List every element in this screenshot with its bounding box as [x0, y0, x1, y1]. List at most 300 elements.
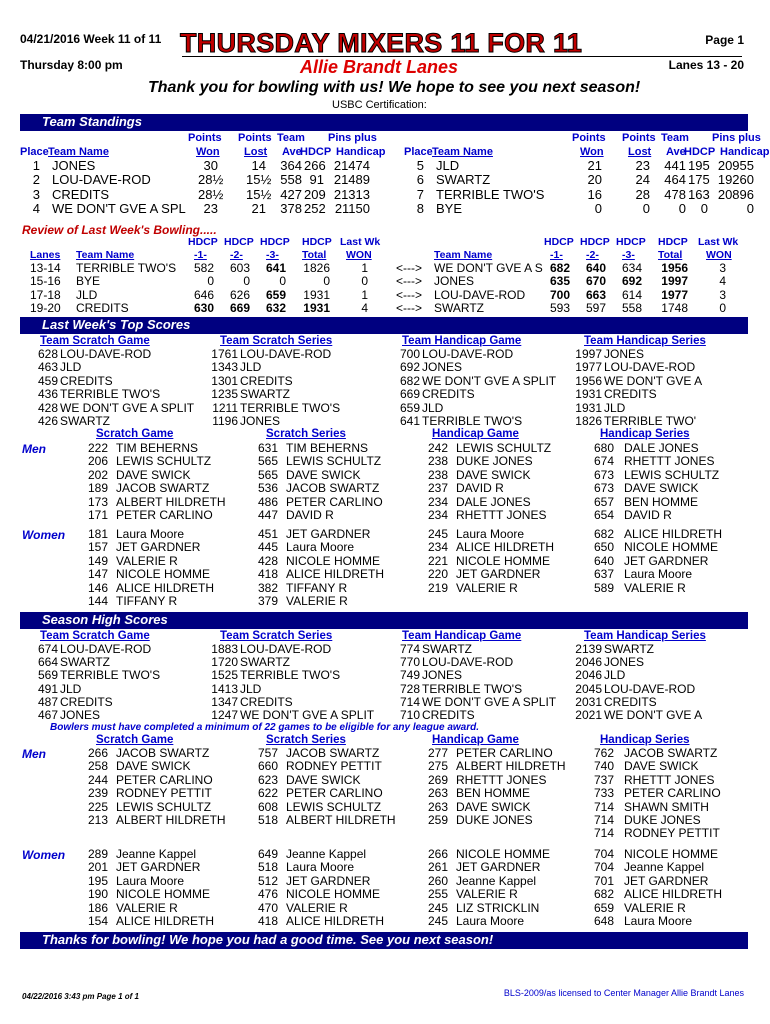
review-cell: 13-14 [30, 261, 61, 275]
review-cell: 1977 [661, 287, 688, 302]
men-score-name: PETER CARLINO [286, 494, 383, 509]
women-score-value: 146 [87, 580, 108, 595]
women-score-value: 637 [593, 567, 614, 582]
standing-pins: 19260 [717, 172, 754, 188]
women-score-value: 266 [427, 847, 448, 861]
review-header: Last Wk [698, 236, 739, 248]
women-score-name: Jeanne Kappel [624, 860, 705, 875]
men-score-name: JACOB SWARTZ [624, 746, 718, 760]
standing-place: 4 [32, 201, 40, 217]
review-cell: 663 [585, 287, 606, 302]
women-score-value: 195 [87, 873, 108, 888]
team-score-name: JONES [422, 360, 463, 375]
women-score-value: 382 [257, 580, 278, 595]
team-score-name: WE DON'T GVE A SPLIT [60, 400, 195, 415]
season-high-scores-bar: Season High Scores [20, 612, 748, 629]
team-score-value: 659 [399, 400, 420, 415]
review-cell: BYE [76, 274, 101, 289]
men-score-value: 608 [257, 799, 278, 814]
men-score-value: 269 [427, 772, 448, 787]
team-score-name: JLD [240, 681, 262, 696]
standing-place: 6 [416, 172, 424, 188]
men-score-name: PETER CARLINO [286, 786, 383, 801]
league-day-time: Thursday 8:00 pm [20, 58, 123, 72]
women-score-name: VALERIE R [116, 900, 178, 915]
women-score-name: VALERIE R [456, 580, 518, 595]
team-score-name: TERRIBLE TWO'S [60, 668, 161, 683]
women-score-name: JET GARDNER [456, 860, 541, 875]
men-score-name: ALBERT HILDRETH [286, 813, 396, 827]
women-score-value: 418 [257, 914, 278, 928]
women-score-value: 650 [593, 540, 614, 555]
review-cell: CREDITS [76, 301, 129, 316]
team-score-name: SWARTZ [604, 642, 654, 656]
review-cell: 558 [621, 301, 642, 316]
standings-header: Ave [282, 146, 302, 158]
standings-header: Lost [244, 146, 268, 158]
standings-header: Lost [628, 146, 652, 158]
women-score-name: NICOLE HOMME [116, 567, 211, 582]
standing-name: WE DON'T GVE A SPL [52, 201, 186, 217]
women-score-value: 659 [593, 900, 614, 915]
men-score-name: RODNEY PETTIT [116, 786, 212, 801]
team-score-heading: Team Scratch Series [220, 335, 333, 347]
standing-lost: 21 [251, 201, 266, 217]
standing-lost: 28 [635, 186, 650, 202]
team-score-value: 467 [37, 708, 58, 722]
women-score-name: NICOLE HOMME [116, 887, 211, 902]
men-score-value: 189 [87, 481, 108, 496]
review-cell: 1997 [661, 274, 688, 289]
men-score-name: DAVID R [624, 508, 672, 522]
women-score-value: 245 [427, 914, 448, 928]
men-score-value: 266 [87, 746, 108, 760]
standings-header: Team [661, 132, 689, 144]
team-score-name: TERRIBLE TWO'S [422, 681, 523, 696]
team-score-name: JONES [60, 708, 101, 722]
women-score-name: Laura Moore [116, 527, 185, 541]
men-score-name: LEWIS SCHULTZ [456, 441, 552, 455]
women-score-value: 201 [87, 860, 108, 875]
title-rule [182, 56, 742, 57]
team-score-value: 2139 [575, 642, 602, 656]
standing-ave: 364 [280, 158, 302, 173]
women-score-value: 190 [87, 887, 108, 902]
individual-score-heading: Handicap Game [432, 734, 519, 746]
standings-header: HDCP [684, 146, 716, 158]
men-score-name: LEWIS SCHULTZ [286, 799, 382, 814]
men-score-name: LEWIS SCHULTZ [116, 799, 212, 814]
review-cell: JONES [434, 274, 475, 289]
team-score-name: TERRIBLE TWO'S [60, 387, 161, 402]
team-score-value: 700 [399, 347, 420, 361]
individual-score-heading: Scratch Game [96, 428, 174, 440]
team-score-heading: Team Scratch Series [220, 630, 333, 642]
lanes-range: Lanes 13 - 20 [668, 58, 744, 72]
team-score-name: JONES [604, 347, 645, 361]
review-header: HDCP [658, 236, 688, 248]
review-cell: 593 [549, 301, 570, 316]
team-score-name: TERRIBLE TWO'S [240, 400, 341, 415]
men-score-value: 660 [257, 759, 278, 774]
women-score-value: 470 [257, 900, 278, 915]
eligibility-note: Bowlers must have completed a minimum of 22 games to be eligible for any league award. [50, 722, 480, 733]
standings-header: Pins plus [328, 132, 377, 144]
review-header: HDCP [260, 236, 290, 248]
team-score-name: SWARTZ [422, 642, 472, 656]
standing-lost: 24 [635, 172, 650, 188]
women-score-value: 701 [593, 873, 614, 888]
team-score-value: 1347 [211, 694, 238, 709]
team-score-value: 674 [37, 642, 58, 656]
league-title: THURSDAY MIXERS 11 FOR 11 [180, 28, 583, 58]
women-score-name: ALICE HILDRETH [624, 527, 723, 541]
thanks-message: Thank you for bowling with us! We hope to see you next season! [148, 79, 641, 96]
standing-pins: 20955 [717, 158, 754, 173]
individual-score-heading: Scratch Series [266, 428, 346, 440]
team-score-value: 1931 [575, 387, 602, 402]
men-score-name: JACOB SWARTZ [286, 481, 380, 496]
standing-name: SWARTZ [436, 172, 491, 188]
standing-ave: 441 [664, 158, 686, 173]
team-score-name: CREDITS [60, 373, 113, 388]
women-score-name: Laura Moore [624, 914, 693, 928]
men-score-value: 238 [427, 467, 448, 482]
review-cell: 1748 [661, 301, 688, 316]
men-score-name: DALE JONES [456, 494, 531, 509]
women-score-name: JET GARDNER [624, 553, 709, 568]
women-score-value: 648 [593, 914, 614, 928]
women-score-name: Laura Moore [116, 873, 185, 888]
center-name: Allie Brandt Lanes [300, 57, 459, 77]
review-cell: 0 [207, 274, 214, 289]
review-cell: 4 [361, 301, 368, 316]
team-score-value: 487 [37, 694, 58, 709]
women-score-name: NICOLE HOMME [456, 847, 551, 861]
standing-name: JONES [52, 158, 96, 173]
team-score-name: LOU-DAVE-ROD [240, 347, 332, 361]
standing-hdcp: 91 [309, 172, 324, 188]
review-cell: 15-16 [30, 274, 61, 289]
men-score-name: PETER CARLINO [116, 508, 213, 522]
team-score-value: 1196 [212, 414, 238, 428]
review-header: -3- [622, 249, 635, 261]
men-score-value: 213 [87, 813, 108, 827]
team-score-name: CREDITS [240, 373, 293, 388]
women-score-value: 255 [427, 887, 448, 902]
standing-hdcp: 209 [304, 186, 326, 202]
team-score-name: JLD [604, 668, 626, 683]
men-score-value: 757 [257, 746, 278, 760]
women-label: Women [22, 848, 66, 862]
men-score-value: 762 [593, 746, 614, 760]
men-score-name: RHETTT JONES [456, 772, 547, 787]
men-score-name: PETER CARLINO [456, 746, 553, 760]
men-score-name: DAVE SWICK [624, 481, 699, 496]
women-score-name: NICOLE HOMME [286, 887, 381, 902]
team-score-heading: Team Handicap Game [402, 335, 522, 347]
individual-score-heading: Scratch Game [96, 734, 174, 746]
men-score-value: 277 [427, 746, 448, 760]
review-cell: 0 [719, 301, 726, 316]
standings-header: Team [277, 132, 305, 144]
review-cell: <---> [396, 287, 423, 302]
team-score-name: JLD [60, 360, 82, 375]
review-header: Team Name [434, 249, 493, 261]
team-score-value: 2045 [575, 681, 602, 696]
standings-header: Won [196, 146, 220, 158]
men-score-value: 244 [87, 772, 108, 787]
review-header: -1- [194, 249, 207, 261]
women-score-name: ALICE HILDRETH [116, 580, 215, 595]
review-header: -3- [266, 249, 279, 261]
women-score-name: ALICE HILDRETH [286, 567, 385, 582]
women-score-name: ALICE HILDRETH [286, 914, 385, 928]
men-score-value: 222 [87, 441, 108, 455]
review-cell: 0 [279, 274, 286, 289]
men-score-value: 657 [593, 494, 614, 509]
men-score-name: RODNEY PETTIT [286, 759, 382, 774]
men-score-name: DAVE SWICK [116, 759, 191, 774]
review-cell: 0 [361, 274, 368, 289]
women-score-value: 476 [257, 887, 278, 902]
team-score-value: 1931 [575, 400, 602, 415]
team-score-name: WE DON'T GVE A SPLIT [422, 373, 557, 388]
men-score-value: 239 [87, 786, 108, 801]
women-score-value: 445 [257, 540, 278, 555]
women-score-name: TIFFANY R [116, 594, 178, 608]
women-score-value: 149 [87, 553, 108, 568]
women-score-name: Laura Moore [456, 527, 525, 541]
men-score-value: 225 [87, 799, 108, 814]
women-score-name: JET GARDNER [456, 567, 541, 582]
men-score-value: 242 [427, 441, 448, 455]
standing-won: 21 [587, 158, 602, 173]
men-score-name: DALE JONES [624, 441, 699, 455]
review-cell: 659 [265, 287, 286, 302]
team-score-name: WE DON'T GVE A [604, 708, 703, 722]
team-score-name: CREDITS [240, 694, 293, 709]
report-date: 04/21/2016 Week 11 of 11 [20, 32, 162, 46]
women-score-name: JET GARDNER [286, 527, 371, 541]
standing-won: 16 [587, 186, 602, 202]
women-score-value: 261 [427, 860, 448, 875]
team-score-name: TERRIBLE TWO' [604, 414, 697, 428]
team-score-name: SWARTZ [240, 387, 290, 402]
standings-header: Won [580, 146, 604, 158]
women-score-value: 518 [257, 860, 278, 875]
team-score-name: CREDITS [422, 387, 475, 402]
standings-header: Points [188, 132, 222, 144]
women-score-value: 219 [427, 580, 448, 595]
review-header: WON [346, 249, 372, 261]
men-score-value: 674 [593, 454, 614, 469]
women-score-name: Laura Moore [286, 860, 355, 875]
review-header: Total [658, 249, 683, 261]
standing-ave: 478 [664, 186, 686, 202]
standing-ave: 427 [280, 186, 302, 202]
men-label: Men [22, 442, 46, 456]
men-score-value: 258 [87, 759, 108, 774]
team-score-value: 728 [399, 681, 420, 696]
men-score-name: DAVE SWICK [456, 799, 531, 814]
team-score-name: LOU-DAVE-ROD [60, 347, 152, 361]
usbc-certification: USBC Certification: [332, 99, 427, 111]
standing-ave: 378 [280, 201, 302, 217]
standings-header: Place [404, 146, 433, 158]
standing-pins: 21474 [333, 158, 370, 173]
standing-won: 23 [203, 201, 218, 217]
standing-hdcp: 195 [688, 158, 710, 173]
individual-score-heading: Handicap Game [432, 428, 519, 440]
team-score-name: JONES [240, 414, 281, 428]
men-score-name: BEN HOMME [624, 494, 699, 509]
standing-won: 0 [594, 201, 602, 217]
men-score-value: 623 [257, 772, 278, 787]
review-cell: TERRIBLE TWO'S [76, 261, 177, 275]
women-score-name: TIFFANY R [286, 580, 348, 595]
women-score-name: VALERIE R [286, 594, 348, 608]
team-score-name: JLD [604, 400, 626, 415]
standing-name: TERRIBLE TWO'S [436, 186, 545, 202]
women-score-value: 234 [427, 540, 448, 555]
men-score-value: 565 [257, 454, 278, 469]
women-score-value: 221 [427, 553, 448, 568]
men-score-value: 486 [257, 494, 278, 509]
review-cell: 1931 [303, 301, 330, 316]
women-score-name: Jeanne Kappel [116, 847, 197, 861]
women-score-name: ALICE HILDRETH [116, 914, 215, 928]
men-score-name: DAVID R [286, 508, 334, 522]
team-score-value: 1247 [211, 708, 238, 722]
team-score-name: CREDITS [422, 708, 475, 722]
men-score-name: DAVE SWICK [456, 467, 531, 482]
men-score-name: RODNEY PETTIT [624, 826, 720, 841]
women-score-value: 640 [593, 553, 614, 568]
standing-name: LOU-DAVE-ROD [52, 172, 151, 188]
women-score-name: JET GARDNER [116, 540, 201, 555]
team-score-name: JONES [604, 655, 645, 670]
team-score-heading: Team Scratch Game [40, 335, 150, 347]
review-header: HDCP [224, 236, 254, 248]
team-score-name: JLD [422, 400, 444, 415]
men-score-value: 737 [593, 772, 614, 787]
review-cell: 582 [193, 261, 214, 275]
women-score-name: ALICE HILDRETH [624, 887, 723, 902]
men-score-value: 518 [257, 813, 278, 827]
standings-header: HDCP [300, 146, 332, 158]
team-score-heading: Team Handicap Series [584, 335, 706, 347]
review-cell: 597 [585, 301, 606, 316]
review-cell: 646 [193, 287, 214, 302]
team-score-value: 463 [37, 360, 58, 375]
team-score-name: JLD [240, 360, 262, 375]
men-score-value: 234 [427, 494, 448, 509]
women-score-name: VALERIE R [624, 900, 686, 915]
men-score-name: ALBERT HILDRETH [116, 494, 226, 509]
team-score-value: 749 [399, 668, 420, 683]
standing-lost: 14 [251, 158, 266, 173]
team-score-value: 2046 [575, 668, 602, 683]
standing-lost: 15½ [246, 172, 272, 188]
team-score-value: 1343 [211, 360, 238, 375]
review-cell: 19-20 [30, 301, 61, 316]
standing-name: JLD [436, 158, 460, 173]
review-cell: 669 [229, 301, 250, 316]
review-cell: LOU-DAVE-ROD [434, 287, 526, 302]
review-cell: <---> [396, 301, 423, 316]
standing-lost: 15½ [246, 186, 272, 202]
review-cell: 670 [585, 274, 606, 289]
team-score-value: 641 [399, 414, 420, 428]
review-header: HDCP [302, 236, 332, 248]
team-score-value: 1977 [575, 360, 602, 375]
review-header: HDCP [544, 236, 574, 248]
review-cell: 641 [265, 261, 286, 275]
standing-place: 1 [32, 158, 40, 173]
women-score-value: 260 [427, 873, 448, 888]
standing-won: 28½ [198, 186, 224, 202]
standing-pins: 0 [746, 201, 754, 217]
review-cell: 603 [229, 261, 250, 275]
team-score-value: 664 [37, 655, 58, 670]
men-score-name: PETER CARLINO [624, 786, 721, 801]
team-score-name: SWARTZ [240, 655, 290, 670]
women-score-value: 245 [427, 900, 448, 915]
review-cell: <---> [396, 274, 423, 289]
team-score-value: 692 [399, 360, 420, 375]
women-score-name: VALERIE R [286, 900, 348, 915]
team-score-name: TERRIBLE TWO'S [240, 668, 341, 683]
team-score-name: LOU-DAVE-ROD [604, 681, 696, 696]
team-score-value: 2031 [575, 694, 602, 709]
standing-place: 7 [416, 186, 424, 202]
review-cell: 692 [621, 274, 642, 289]
standings-header: Pins plus [712, 132, 761, 144]
men-score-value: 714 [593, 826, 614, 841]
men-score-name: DAVE SWICK [116, 467, 191, 482]
team-score-name: LOU-DAVE-ROD [422, 655, 514, 670]
standing-place: 8 [416, 201, 424, 217]
standing-lost: 0 [642, 201, 650, 217]
men-score-value: 275 [427, 759, 448, 774]
standing-hdcp: 266 [304, 158, 326, 173]
team-score-value: 770 [399, 655, 420, 670]
men-score-value: 259 [427, 813, 448, 827]
review-header: Last Wk [340, 236, 381, 248]
review-cell: 17-18 [30, 287, 61, 302]
standing-won: 30 [203, 158, 218, 173]
standing-hdcp: 0 [700, 201, 708, 217]
men-score-value: 206 [87, 454, 108, 469]
standing-ave: 558 [280, 172, 302, 188]
review-header: HDCP [616, 236, 646, 248]
men-score-value: 714 [593, 813, 614, 827]
individual-score-heading: Handicap Series [600, 734, 690, 746]
review-cell: 635 [549, 274, 570, 289]
men-score-value: 234 [427, 508, 448, 522]
men-score-name: LEWIS SCHULTZ [116, 454, 212, 469]
review-cell: <---> [396, 261, 423, 275]
team-score-value: 682 [399, 373, 420, 388]
women-score-name: NICOLE HOMME [624, 540, 719, 555]
team-score-value: 1525 [211, 668, 238, 683]
review-header: -2- [230, 249, 243, 261]
women-score-value: 512 [257, 873, 278, 888]
review-cell: 1956 [661, 261, 688, 275]
men-score-name: RHETTT JONES [624, 772, 715, 787]
page-number: Page 1 [705, 33, 744, 47]
